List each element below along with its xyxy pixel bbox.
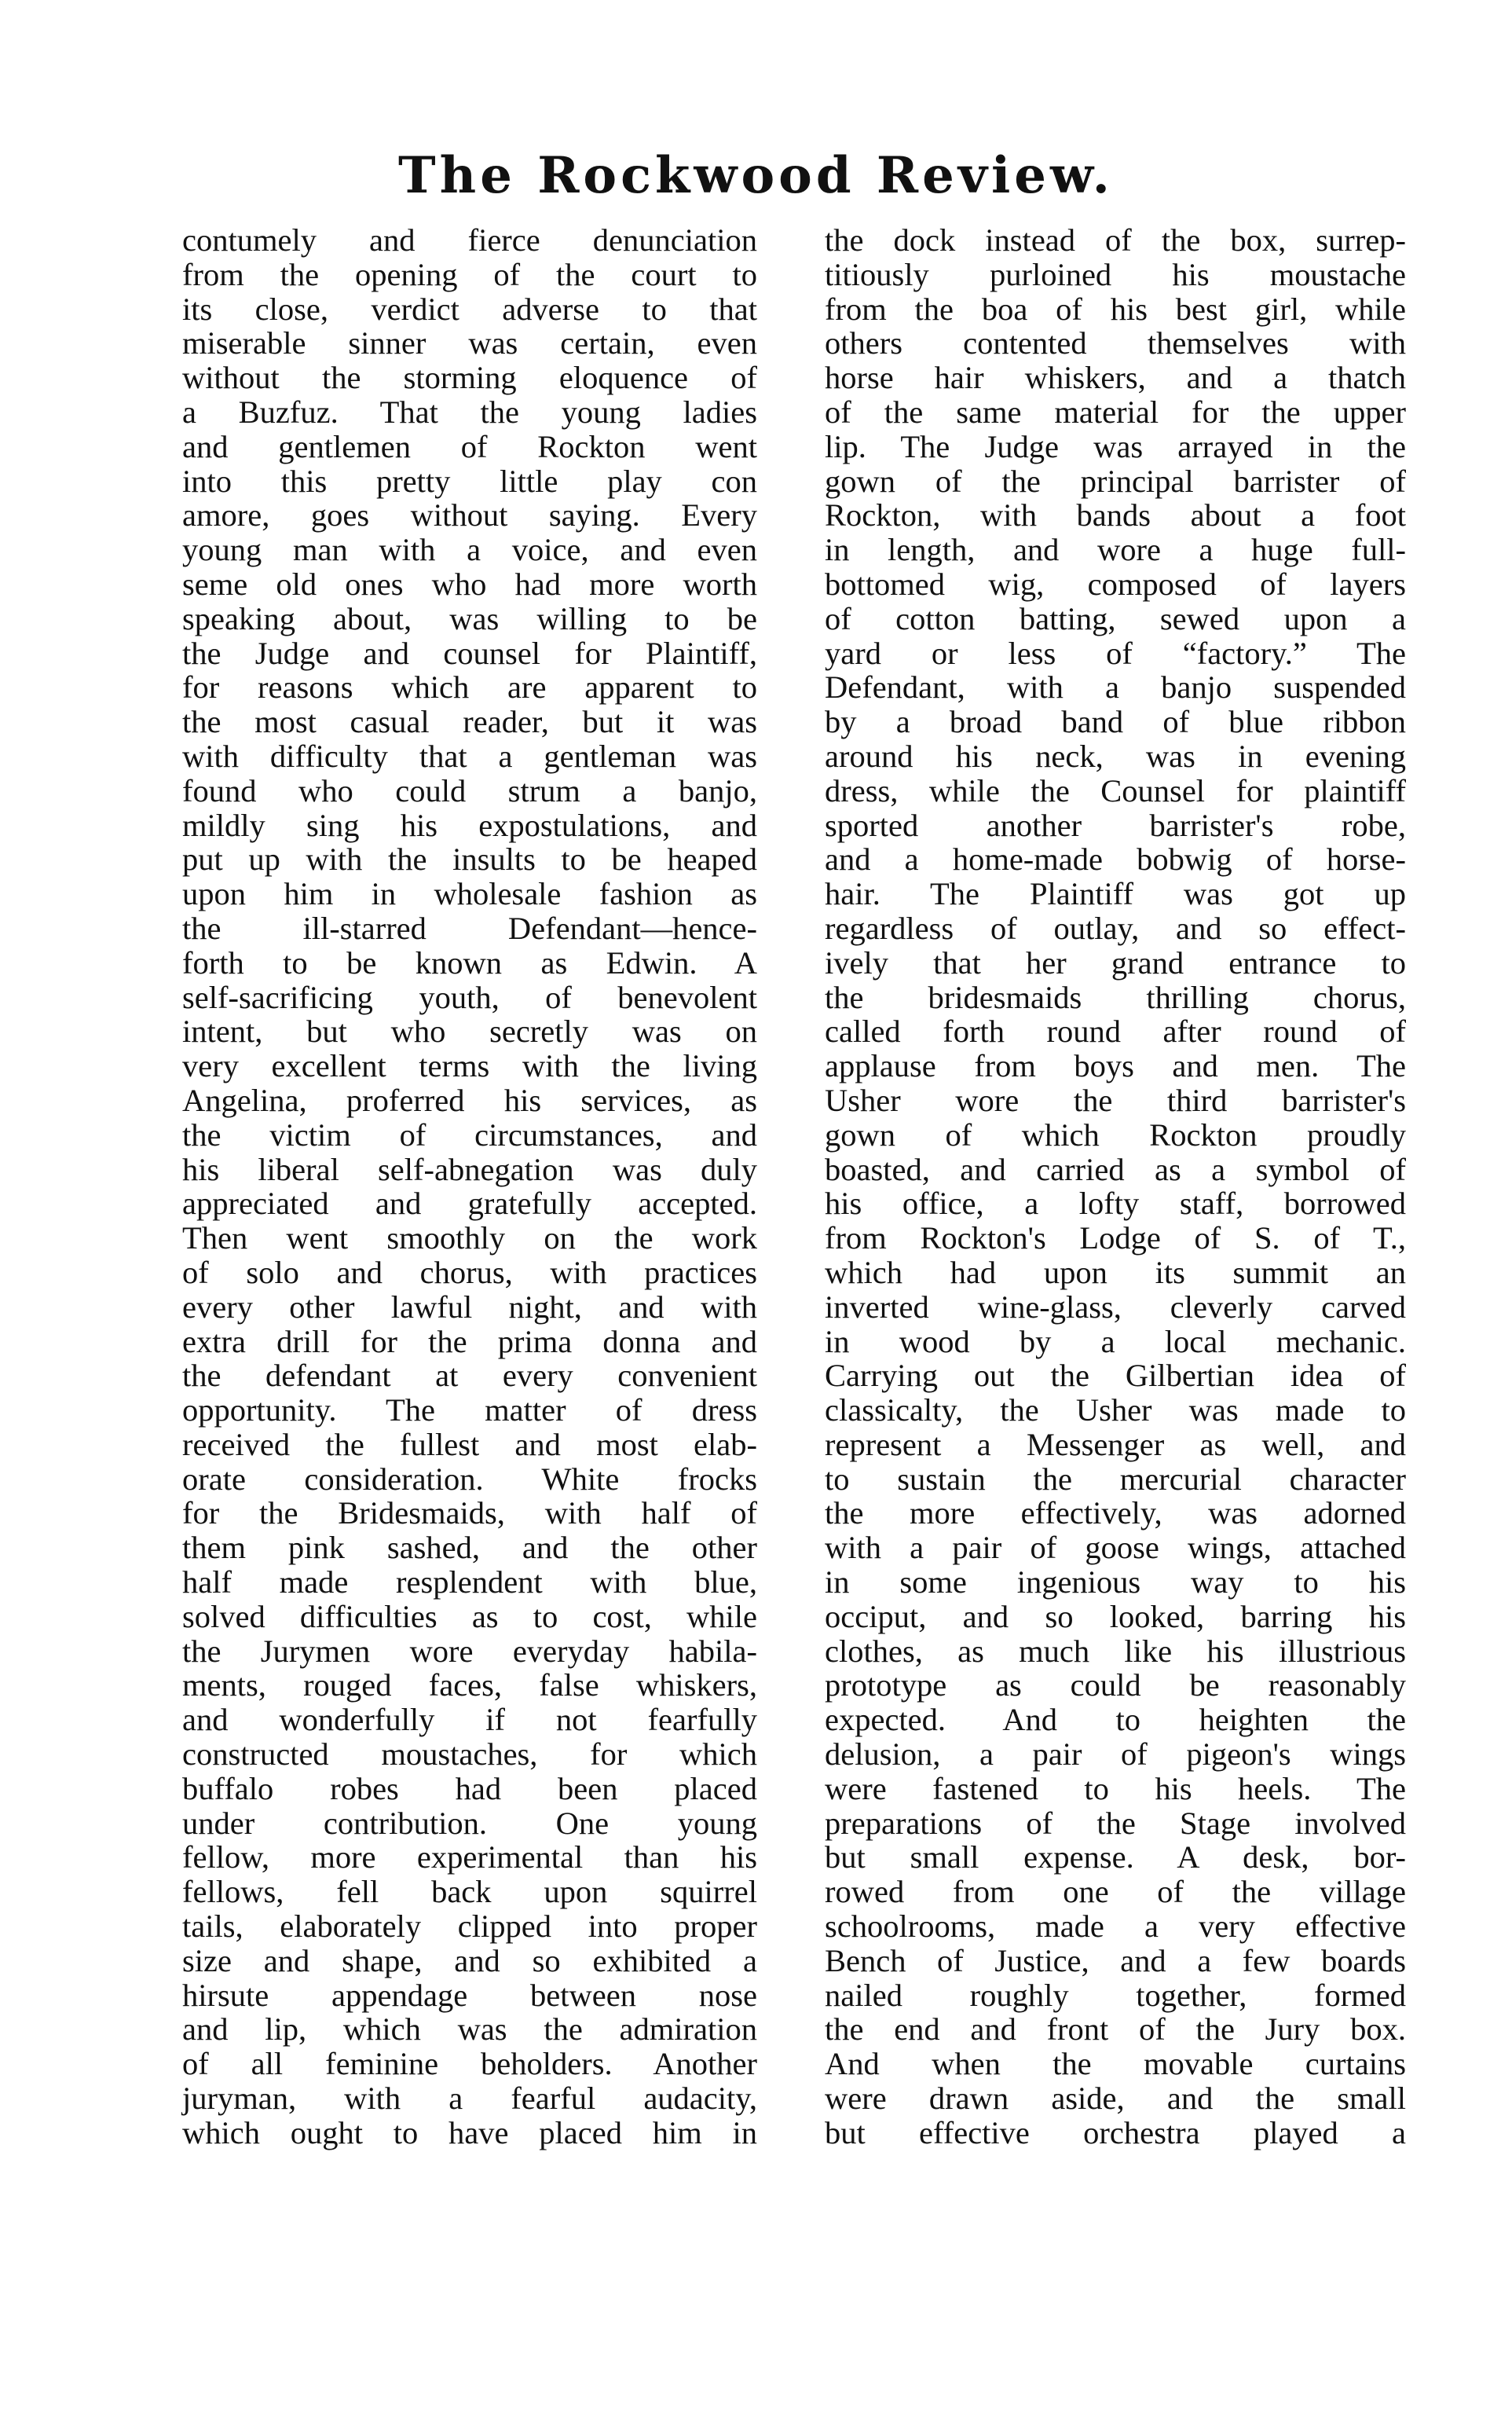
text-line: horse hair whiskers, and a thatch	[825, 360, 1406, 396]
text-line: Angelina, proferred his services, as	[182, 1082, 757, 1118]
text-line: gown of which Rockton proudly	[825, 1116, 1406, 1153]
text-line: the most casual reader, but it was	[182, 704, 757, 740]
text-line: Carrying out the Gilbertian idea of	[825, 1358, 1406, 1394]
text-line: mildly sing his expostulations, and	[182, 807, 757, 843]
text-line: sported another barrister's robe,	[825, 807, 1406, 843]
text-line: And when the movable curtains	[825, 2046, 1406, 2082]
text-line: the bridesmaids thrilling chorus,	[825, 979, 1406, 1015]
text-line: occiput, and so looked, barring his	[825, 1598, 1406, 1634]
text-line: Rockton, with bands about a foot	[825, 497, 1406, 533]
text-line: them pink sashed, and the other	[182, 1530, 757, 1566]
text-line: contumely and fierce denunciation	[182, 222, 757, 258]
text-line: juryman, with a fearful audacity,	[182, 2081, 757, 2117]
text-line: in some ingenious way to his	[825, 1564, 1406, 1600]
text-line: represent a Messenger as well, and	[825, 1426, 1406, 1462]
text-line: regardless of outlay, and so effect-	[825, 910, 1406, 946]
text-line: applause from boys and men. The	[825, 1048, 1406, 1084]
text-line: intent, but who secretly was on	[182, 1014, 757, 1050]
text-line: ively that her grand entrance to	[825, 944, 1406, 981]
text-line: without the storming eloquence of	[182, 360, 757, 396]
text-line: with a pair of goose wings, attached	[825, 1530, 1406, 1566]
text-line: nailed roughly together, formed	[825, 1977, 1406, 2013]
text-line: self-sacrificing youth, of benevolent	[182, 979, 757, 1015]
text-line: Then went smoothly on the work	[182, 1220, 757, 1256]
text-line: fellow, more experimental than his	[182, 1839, 757, 1875]
text-line: to sustain the mercurial character	[825, 1461, 1406, 1497]
text-line: classicalty, the Usher was made to	[825, 1392, 1406, 1428]
text-line: of all feminine beholders. Another	[182, 2046, 757, 2082]
text-line: its close, verdict adverse to that	[182, 291, 757, 327]
text-line: from Rockton's Lodge of S. of T.,	[825, 1220, 1406, 1256]
text-line: orate consideration. White frocks	[182, 1461, 757, 1497]
text-line: fellows, fell back upon squirrel	[182, 1874, 757, 1910]
text-line: of the same material for the upper	[825, 394, 1406, 430]
text-line: forth to be known as Edwin. A	[182, 944, 757, 981]
text-line: the dock instead of the box, surrep-	[825, 222, 1406, 258]
text-line: the victim of circumstances, and	[182, 1116, 757, 1153]
text-line: Defendant, with a banjo suspended	[825, 669, 1406, 706]
text-line: the ill-starred Defendant—hence-	[182, 910, 757, 946]
text-line: Usher wore the third barrister's	[825, 1082, 1406, 1118]
text-line: the defendant at every convenient	[182, 1358, 757, 1394]
text-line: under contribution. One young	[182, 1805, 757, 1841]
text-line: hair. The Plaintiff was got up	[825, 876, 1406, 912]
text-line: the end and front of the Jury box.	[825, 2011, 1406, 2048]
text-line: and gentlemen of Rockton went	[182, 428, 757, 464]
text-line: received the fullest and most elab-	[182, 1426, 757, 1462]
text-line: ments, rouged faces, false whiskers,	[182, 1667, 757, 1703]
text-line: prototype as could be reasonably	[825, 1667, 1406, 1703]
text-line: put up with the insults to be heaped	[182, 841, 757, 878]
text-line: and wonderfully if not fearfully	[182, 1702, 757, 1738]
text-line: tails, elaborately clipped into proper	[182, 1908, 757, 1945]
text-line: yard or less of “factory.” The	[825, 635, 1406, 671]
text-line: hirsute appendage between nose	[182, 1977, 757, 2013]
text-line: around his neck, was in evening	[825, 738, 1406, 774]
text-line: titiously purloined his moustache	[825, 256, 1406, 292]
text-line: appreciated and gratefully accepted.	[182, 1186, 757, 1222]
text-line: found who could strum a banjo,	[182, 772, 757, 808]
text-line: and a home-made bobwig of horse-	[825, 841, 1406, 878]
text-line: into this pretty little play con	[182, 463, 757, 499]
text-line: dress, while the Counsel for plaintiff	[825, 772, 1406, 808]
text-line: with difficulty that a gentleman was	[182, 738, 757, 774]
text-line: delusion, a pair of pigeon's wings	[825, 1736, 1406, 1773]
text-line: size and shape, and so exhibited a	[182, 1942, 757, 1978]
text-line: gown of the principal barrister of	[825, 463, 1406, 499]
text-line: half made resplendent with blue,	[182, 1564, 757, 1600]
text-line: opportunity. The matter of dress	[182, 1392, 757, 1428]
text-line: buffalo robes had been placed	[182, 1770, 757, 1806]
text-line: called forth round after round of	[825, 1014, 1406, 1050]
text-line: which had upon its summit an	[825, 1254, 1406, 1290]
text-line: inverted wine-glass, cleverly carved	[825, 1289, 1406, 1325]
text-line: were fastened to his heels. The	[825, 1770, 1406, 1806]
page-header-title: The Rockwood Review.	[398, 146, 1114, 205]
text-line: seme old ones who had more worth	[182, 566, 757, 602]
text-line: a Buzfuz. That the young ladies	[182, 394, 757, 430]
text-line: which ought to have placed him in	[182, 2114, 757, 2150]
text-line: solved difficulties as to cost, while	[182, 1598, 757, 1634]
text-line: from the opening of the court to	[182, 256, 757, 292]
text-line: bottomed wig, composed of layers	[825, 566, 1406, 602]
text-line: speaking about, was willing to be	[182, 600, 757, 636]
text-line: the Jurymen wore everyday habila-	[182, 1633, 757, 1669]
text-line: his office, a lofty staff, borrowed	[825, 1186, 1406, 1222]
text-line: were drawn aside, and the small	[825, 2081, 1406, 2117]
text-line: in length, and wore a huge full-	[825, 532, 1406, 568]
text-line: preparations of the Stage involved	[825, 1805, 1406, 1841]
text-line: upon him in wholesale fashion as	[182, 876, 757, 912]
text-line: of solo and chorus, with practices	[182, 1254, 757, 1290]
text-line: every other lawful night, and with	[182, 1289, 757, 1325]
text-line: constructed moustaches, for which	[182, 1736, 757, 1773]
text-line: expected. And to heighten the	[825, 1702, 1406, 1738]
text-line: extra drill for the prima donna and	[182, 1323, 757, 1359]
text-line: and lip, which was the admiration	[182, 2011, 757, 2048]
text-line: amore, goes without saying. Every	[182, 497, 757, 533]
text-line: boasted, and carried as a symbol of	[825, 1151, 1406, 1187]
text-line: but effective orchestra played a	[825, 2114, 1406, 2150]
text-line: miserable sinner was certain, even	[182, 325, 757, 361]
text-line: the Judge and counsel for Plaintiff,	[182, 635, 757, 671]
text-line: lip. The Judge was arrayed in the	[825, 428, 1406, 464]
text-line: very excellent terms with the living	[182, 1048, 757, 1084]
text-line: clothes, as much like his illustrious	[825, 1633, 1406, 1669]
right-text-column	[825, 223, 1406, 2150]
text-line: schoolrooms, made a very effective	[825, 1908, 1406, 1945]
text-line: the more effectively, was adorned	[825, 1495, 1406, 1531]
text-line: Bench of Justice, and a few boards	[825, 1942, 1406, 1978]
text-line: in wood by a local mechanic.	[825, 1323, 1406, 1359]
text-line: others contented themselves with	[825, 325, 1406, 361]
text-line: young man with a voice, and even	[182, 532, 757, 568]
text-line: his liberal self-abnegation was duly	[182, 1151, 757, 1187]
left-text-column	[182, 223, 757, 2150]
text-line: rowed from one of the village	[825, 1874, 1406, 1910]
text-line: by a broad band of blue ribbon	[825, 704, 1406, 740]
text-line: for reasons which are apparent to	[182, 669, 757, 706]
text-line: of cotton batting, sewed upon a	[825, 600, 1406, 636]
text-line: for the Bridesmaids, with half of	[182, 1495, 757, 1531]
text-line: but small expense. A desk, bor-	[825, 1839, 1406, 1875]
text-line: from the boa of his best girl, while	[825, 291, 1406, 327]
